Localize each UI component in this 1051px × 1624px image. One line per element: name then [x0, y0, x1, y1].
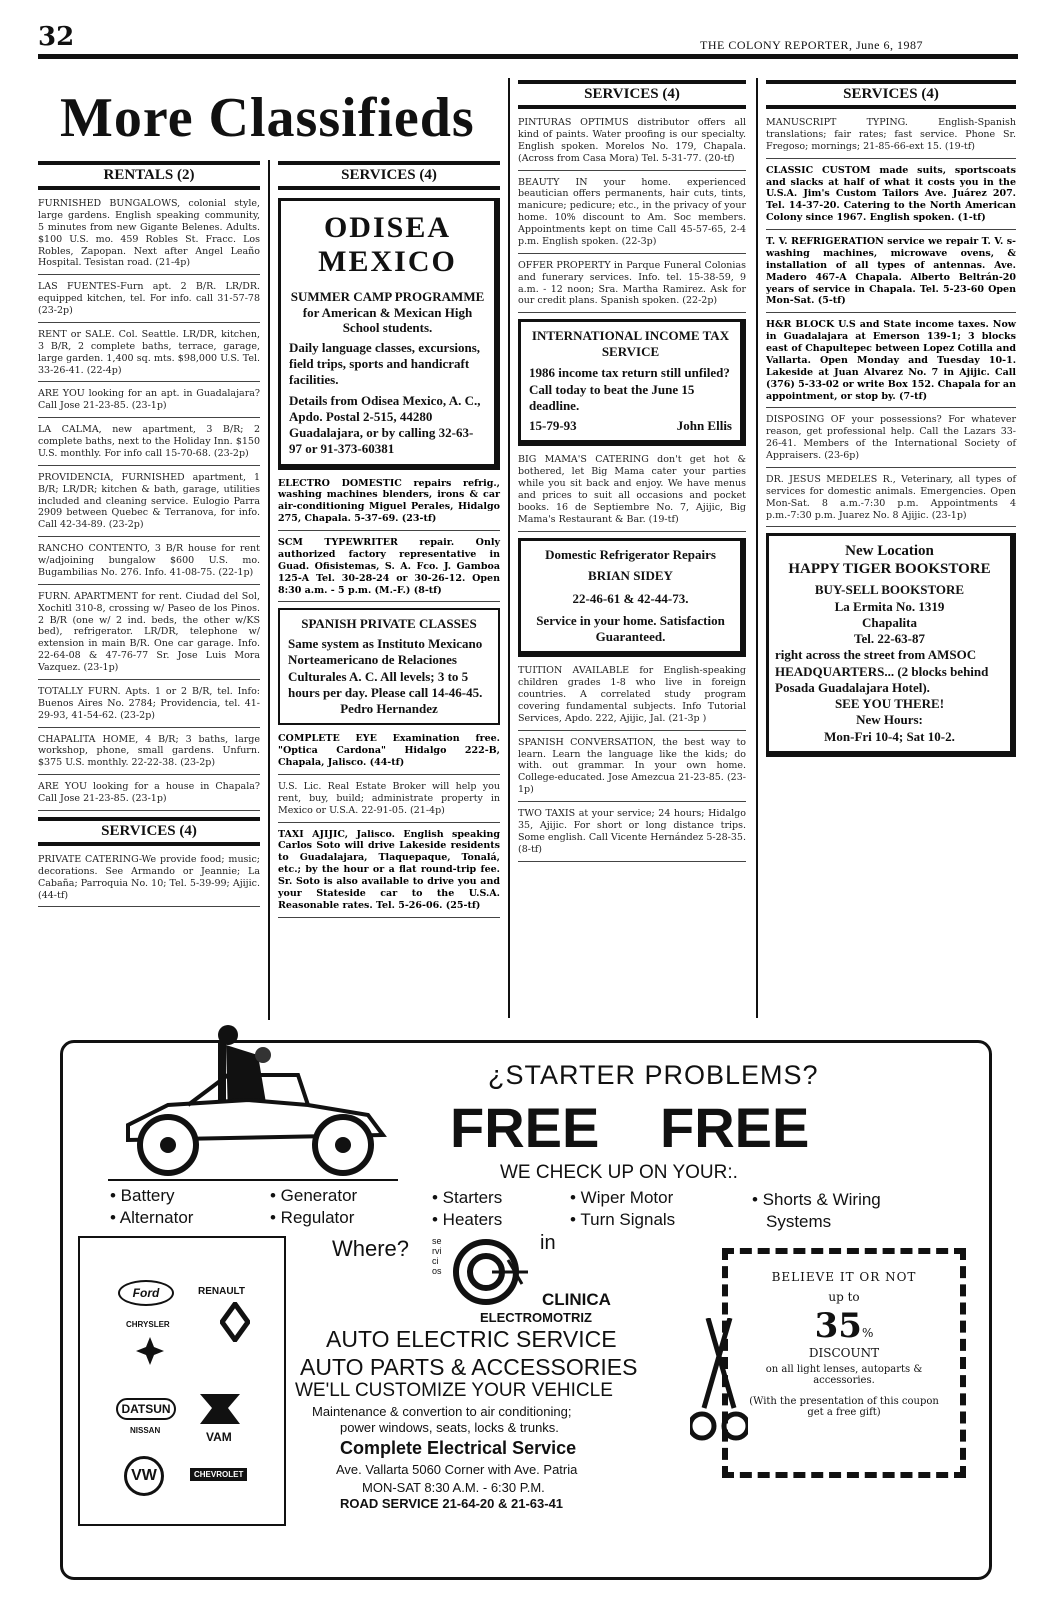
- book-phone: Tel. 22-63-87: [853, 631, 926, 647]
- book-hours: Mon-Fri 10-4; Sat 10-2.: [824, 728, 955, 744]
- classified-ad: LA CALMA, new apartment, 3 B/R; 2 complete baths, next to the Holiday Inn. $150 U.S. monthly. For info call 15-70-68. (23-2p): [38, 424, 260, 466]
- odisea-headline: SUMMER CAMP PROGRAMME: [290, 289, 485, 304]
- classified-ad: FURN. APARTMENT for rent. Ciudad del Sol, Xochitl 310-8, crossing w/ Paseo de los Pinos. 2 B/R (one w/ 2 ind. beds, the other w/KS bed), refrigerator. LR/DR, telephone w/ extension in main B/R. One car garage. Info. 22-64-08 & 47-76-77 Sr. Jose Luis Mora Vazquez. (23-1p): [38, 591, 260, 680]
- fridge-name: BRIAN SIDEY: [588, 568, 673, 584]
- classified-ad: ARE YOU looking for an apt. in Guadalajara? Call Jose 21-23-85. (23-1p): [38, 388, 260, 418]
- book-line: New Hours:: [856, 712, 923, 728]
- ad-line: AUTO ELECTRIC SERVICE: [326, 1326, 617, 1352]
- page-title: More Classifieds: [60, 87, 475, 149]
- car-brands-panel: [78, 1236, 286, 1526]
- vam-logo-icon: [198, 1392, 242, 1426]
- ad-line: WE'LL CUSTOMIZE YOUR VEHICLE: [295, 1380, 613, 1401]
- ad-line: Complete Electrical Service: [340, 1438, 577, 1458]
- classified-ad: PROVIDENCIA, FURNISHED apartment, 1 B/R; LR/DR; kitchen & bath, garage, utilities included and cleaning service. Eulogio Parra 2909 between Quebec & Terranova, for info. Call 42-34-89. (23-2p): [38, 472, 260, 537]
- book-line: BUY-SELL BOOKSTORE: [814, 582, 965, 598]
- coupon-line: (With the presentation of this coupon get a free gift): [749, 1396, 939, 1418]
- column-rentals: [38, 155, 260, 913]
- classified-ad: PINTURAS OPTIMUS distributor offers all kind of paints. Water proofing is our specialty. English spoken. Morelos No. 179, Chapala. (Across from Casa Mora) Tel. 5-31-77. (20-tf): [518, 117, 746, 171]
- bookstore-ad: [766, 533, 1016, 757]
- nissan-label: NISSAN: [130, 1426, 161, 1435]
- classified-ad: TOTALLY FURN. Apts. 1 or 2 B/R, tel. Info: Buenos Aires No. 2784; Providencia, tel. 41-29-93, 41-54-62. (23-2p): [38, 686, 260, 728]
- ad-in: in: [540, 1232, 556, 1254]
- coupon-line: up to: [828, 1290, 860, 1304]
- odisea-contact: Details from Odisea Mexico, A. C., Apdo. Postal 2-515, 44280 Guadalajara, or by calling 32-63-97 or 91-373-60381: [289, 392, 481, 457]
- classified-ad: PRIVATE CATERING-We provide food; music; decorations. See Armando or Jeannie; La Cabaña; Parroquia No. 10; Tel. 5-39-99; Ajijic. (44-tf): [38, 854, 260, 908]
- classified-ad: TAXI AJIJIC, Jalisco. English speaking Carlos Soto will drive Lakeside residents to Guadalajara, Tlaquepaque, Tonalá, etc.; by the hour or a flat round-trip fee. Sr. Soto is also available to drive you and your Stateside car to the U.S.A. Reasonable rates. Tel. 5-26-06. (25-tf): [278, 829, 500, 918]
- classified-ad: T. V. REFRIGERATION service we repair T. V. s-washing machines, microwave ovens, & installation of all types of antennas. Ave. Madero 467-A Chapala. Alberto Beltrán-20 years of service in Chapala. Tel. 5-23-60 Open Mon-Sat. (5-tf): [766, 236, 1016, 313]
- fridge-title: Domestic Refrigerator Repairs: [545, 546, 716, 562]
- renault-label: RENAULT: [198, 1286, 246, 1297]
- classified-ad: ELECTRO DOMESTIC repairs refrig., washing machines blenders, irons & car air-conditioning Miguel Perales, Hidalgo 275, Chapala. 5-37-69. (23-tf): [278, 478, 500, 532]
- classified-ad: CLASSIC CUSTOM made suits, sportscoats and slacks at half of what it costs you in the U.S.A. Jim's Custom Tailors Ave. Juárez 207. Tel. 14-37-20. Catering to the North American Colony since 1967. English spoken. (1-tf): [766, 165, 1016, 230]
- book-address: La Ermita No. 1319: [834, 598, 945, 614]
- ad-road-service: ROAD SERVICE 21-64-20 & 21-63-41: [340, 1496, 564, 1511]
- service-item: Systems: [766, 1212, 832, 1231]
- classified-ad: FURNISHED BUNGALOWS, colonial style, large gardens. English speaking community, 5 minutes from new Gigante Belenes. Adults. $100 U.S. mo. 459 Robles St. Fracc. Los Robles, Zapopan. Next after Angel Leaño Hospital. Tesistan road. (21-4p): [38, 198, 260, 275]
- service-item: • Shorts & Wiring: [752, 1190, 881, 1209]
- ad-free-1: FREE: [450, 1096, 600, 1159]
- column-services-4: [766, 74, 1016, 765]
- book-name: HAPPY TIGER BOOKSTORE: [788, 561, 991, 578]
- ford-logo: Ford: [118, 1280, 174, 1306]
- page-number: 32: [38, 22, 75, 52]
- fridge-phone: 22-46-61 & 42-44-73.: [572, 590, 689, 606]
- clinica-name: CLINICA: [542, 1290, 611, 1309]
- ad-line: power windows, seats, locks & trunks.: [340, 1420, 559, 1435]
- column-services-2: [278, 155, 500, 924]
- electromotriz-name: ELECTROMOTRIZ: [480, 1310, 592, 1325]
- classified-ad: TUITION AVAILABLE for English-speaking children grades 1-8 who live in foreign countries. A correlated study program covering fundamental subjects. Info Tutorial Services, Apdo. 222, Ajijic, Jal. (21-3p ): [518, 665, 746, 730]
- coupon-line: on all light lenses, autoparts & accessories.: [765, 1364, 923, 1386]
- discount-coupon: [722, 1248, 966, 1478]
- clinica-logo-icon: [452, 1238, 532, 1310]
- spanish-classes-ad: [278, 608, 500, 725]
- vw-logo: VW: [124, 1456, 164, 1496]
- odisea-ad: [278, 198, 500, 470]
- vintage-car-illustration: [108, 1015, 398, 1185]
- tax-phone: 15-79-93: [529, 418, 577, 434]
- classified-ad: OFFER PROPERTY in Parque Funeral Colonias and funerary services. Info. tel. 15-38-59, 9 a.m. - 12 noon; Sra. Martha Ramirez. Ask for our credit plans. Spanish spoken. (22-2p): [518, 260, 746, 314]
- tax-service-ad: [518, 319, 746, 446]
- classified-ad: SCM TYPEWRITER repair. Only authorized factory representative in Guad. Ofisistemas, S. A. Fco. J. Gamboa 125-A Tel. 30-28-24 or 30-26-12. Open 8:30 a.m. - 5 p.m. (M.-F.) (8-tf): [278, 537, 500, 602]
- classified-ad: RANCHO CONTENTO, 3 B/R house for rent w/adjoining bungalow $600 U.S. mo. Bugambilias No. 276. Info. 41-08-75. (22-1p): [38, 543, 260, 585]
- service-item: • Starters: [432, 1188, 503, 1207]
- spanish-title: SPANISH PRIVATE CLASSES: [301, 616, 477, 632]
- chrysler-star-icon: [135, 1336, 165, 1366]
- classified-ad: COMPLETE EYE Examination free. "Optica Cardona" Hidalgo 222-B, Chapala, Jalisco. (44-tf): [278, 733, 500, 775]
- ad-vertical-text: servicios: [432, 1236, 442, 1276]
- ad-question: ¿STARTER PROBLEMS?: [488, 1060, 819, 1090]
- classified-ad: TWO TAXIS at your service; 24 hours; Hidalgo 35, Ajijic. For short or long distance trips. Some english. Call Vicente Hernández 5-28-35. (8-tf): [518, 808, 746, 862]
- classified-ad: DR. JESUS MEDELES R., Veterinary, all types of services for domestic animals. Emergencies. Open Mon-Sat. 8 a.m.-7:30 p.m. Appointments 4 p.m.-7:30 p.m. Juarez No. 8 Ajijic. (23-1p): [766, 474, 1016, 528]
- classified-ad: LAS FUENTES-Furn apt. 2 B/R. LR/DR. equipped kitchen, tel. For info. call 31-57-78 (23-2p): [38, 281, 260, 323]
- classified-ad: BIG MAMA'S CATERING don't get hot & bothered, let Big Mama cater your parties while you sit back and enjoy. We have menus and prices to suit all occasions and pocket books. 16 de Septiembre No. 7, Ajijic, Big Mama's Restaurant & Bar. (19-tf): [518, 454, 746, 531]
- coupon-percent: 35: [814, 1306, 862, 1346]
- ad-free-2: FREE: [660, 1096, 810, 1159]
- renault-diamond-icon: [220, 1302, 250, 1342]
- fridge-repair-ad: [518, 538, 746, 658]
- coupon-line: BELIEVE IT OR NOT: [771, 1270, 917, 1284]
- ad-line: AUTO PARTS & ACCESSORIES: [300, 1354, 638, 1380]
- column-services-3: [518, 74, 746, 868]
- book-line: New Location: [845, 543, 934, 560]
- service-item: • Turn Signals: [570, 1210, 676, 1229]
- service-item: • Heaters: [432, 1210, 503, 1229]
- book-line: Chapalita: [862, 614, 917, 630]
- spanish-name: Pedro Hernandez: [340, 701, 438, 716]
- column-divider: [756, 78, 758, 1018]
- vam-label: VAM: [206, 1430, 232, 1444]
- classified-ad: H&R BLOCK U.S and State income taxes. Now in Guadalajara at Emerson 139-1; 3 blocks east of Chapultepec between Lopez Cotilla and Vallarta. Open Monday and Tuesday 10-1. Lakeside at Juan Alvarez No. 7 in Ajijic. Call (376) 5-33-02 or write Box 152. Chapala for an appointment, or stop by. (7-tf): [766, 319, 1016, 408]
- ad-hours: MON-SAT 8:30 A.M. - 6:30 P.M.: [362, 1480, 545, 1495]
- spanish-body: Same system as Instituto Mexicano Norteamericano de Relaciones Culturales A. C. All levels; 3 to 5 hours per day. Please call 14-46-45.: [288, 636, 483, 700]
- ad-address: Ave. Vallarta 5060 Corner with Ave. Patria: [336, 1462, 578, 1477]
- coupon-line: DISCOUNT: [808, 1346, 880, 1360]
- classified-ad: U.S. Lic. Real Estate Broker will help you rent, buy, build; administrate property in Mexico or U.S.A. 22-91-05. (21-4p): [278, 781, 500, 823]
- ad-where: Where?: [332, 1236, 410, 1261]
- ad-check: WE CHECK UP ON YOUR:.: [500, 1162, 738, 1183]
- classified-ad: BEAUTY IN your home. experienced beautician offers permanents, hair cuts, tints, manicure; pedicure; etc., in the privacy of your home. 10% discount to Am. Soc members. Appointments kept on time Call 45-57-65, 2-4 p.m. English spoken. (22-3p): [518, 177, 746, 254]
- tax-name: John Ellis: [676, 418, 732, 434]
- section-head-services: SERVICES (4): [278, 161, 500, 190]
- datsun-logo: DATSUN: [116, 1398, 176, 1420]
- top-rule: [38, 54, 1018, 59]
- section-head-rentals: RENTALS (2): [38, 161, 260, 190]
- classified-ad: CHAPALITA HOME, 4 B/R; 3 baths, large workshop, phone, small gardens. Unfurn. $375 U.S. monthly. 22-22-38. (23-2p): [38, 734, 260, 776]
- section-head-services: SERVICES (4): [766, 80, 1016, 109]
- column-divider: [508, 78, 510, 1018]
- service-item: • Wiper Motor: [570, 1188, 674, 1207]
- odisea-activities: Daily language classes, excursions, field trips, sports and handicraft facilities.: [289, 339, 481, 388]
- masthead: THE COLONY REPORTER, June 6, 1987: [700, 38, 923, 52]
- fridge-slogan: Service in your home. Satisfaction Guaranteed.: [536, 612, 725, 645]
- section-head-services: SERVICES (4): [38, 817, 260, 846]
- odisea-audience: for American & Mexican High School students.: [302, 304, 473, 336]
- coupon-percent-sign: %: [861, 1326, 874, 1340]
- book-directions: right across the street from AMSOC HEADQUARTERS... (2 blocks behind Posada Guadalajara Hotel).: [775, 647, 989, 695]
- classified-ad: MANUSCRIPT TYPING. English-Spanish translations; fair rates; fast service. Phone Sr. Fregoso; mornings; 21-85-66-ext 15. (19-tf): [766, 117, 1016, 159]
- column-divider: [268, 160, 270, 1020]
- ad-line: Maintenance & convertion to air conditioning;: [312, 1404, 572, 1419]
- section-head-services: SERVICES (4): [518, 80, 746, 109]
- classified-ad: SPANISH CONVERSATION, the best way to learn. Learn the language like the kids; do with. out grammar. In your own home. College-educated. Jose Amezcua 21-23-85. (23-1p): [518, 737, 746, 802]
- service-item: • Alternator: [110, 1208, 194, 1227]
- chrysler-label: CHRYSLER: [126, 1320, 170, 1329]
- service-item: • Generator: [270, 1186, 358, 1205]
- chevrolet-logo: CHEVROLET: [190, 1468, 247, 1481]
- service-item: • Battery: [110, 1186, 175, 1205]
- service-item: • Regulator: [270, 1208, 355, 1227]
- odisea-logo: ODISEA MEXICO: [318, 211, 457, 278]
- classified-ad: DISPOSING OF your possessions? For whatever reason, get professional help. Call the Lazars 33-26-41. Members of the International Society of Appraisers. (23-6p): [766, 414, 1016, 468]
- tax-title: INTERNATIONAL INCOME TAX SERVICE: [531, 328, 730, 359]
- classified-ad: RENT or SALE. Col. Seattle. LR/DR, kitchen, 3 B/R, 2 complete baths, terrace, garage, large garden. 1,400 sq. mts. $98,000 U.S. Tel. 33-26-41. (22-4p): [38, 329, 260, 383]
- classified-ad: ARE YOU looking for a house in Chapala? Call Jose 21-23-85. (23-1p): [38, 781, 260, 811]
- book-line: SEE YOU THERE!: [834, 696, 945, 712]
- tax-body: 1986 income tax return still unfiled? Call today to beat the June 15 deadline.: [529, 365, 730, 413]
